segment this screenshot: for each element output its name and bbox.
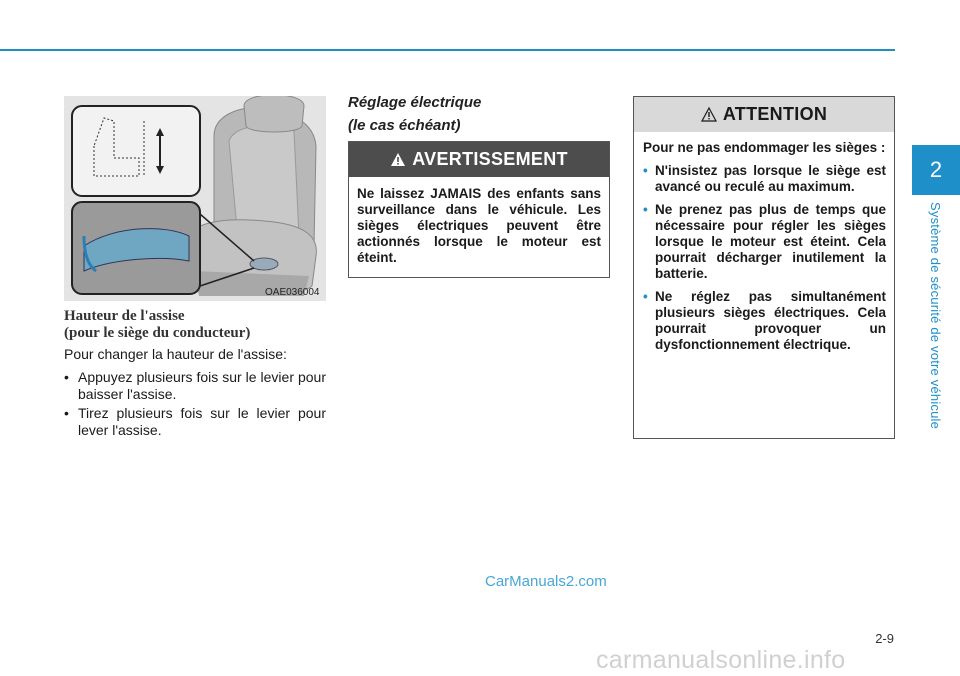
attention-title: ATTENTION (722, 104, 828, 124)
attention-intro: Pour ne pas endommager les sièges : (643, 140, 886, 155)
section-heading-seat-height (64, 308, 326, 342)
list-item-text: N'insistez pas lorsque le siège est avancé ou reculé au maximum. (655, 163, 886, 194)
heading-line-1: Hauteur de l'assise (64, 308, 185, 324)
figure-code: OAE036004 (265, 287, 320, 298)
list-item-text: Tirez plusieurs fois sur le levier pour lever l'assise. (78, 405, 326, 438)
bullet-dot: • (64, 405, 69, 421)
bullet-dot: • (643, 289, 648, 304)
section-heading-electric: Réglage électrique (348, 94, 482, 111)
attention-header (634, 97, 894, 132)
warning-title: AVERTISSEMENT (412, 149, 568, 169)
list-item (64, 405, 326, 438)
attention-content (634, 132, 894, 353)
section-subheading-electric: (le cas échéant) (348, 117, 461, 134)
warning-box (348, 141, 610, 278)
list-item (64, 369, 326, 402)
attention-box (633, 96, 895, 439)
intro-text: Pour changer la hauteur de l'assise: (64, 346, 287, 362)
warning-text: Ne laissez JAMAIS des enfants sans surveillance dans le véhicule. Les sièges électriques peuvent être actionnés lorsque le moteur est éteint. (357, 186, 601, 265)
chapter-number: 2 (929, 157, 943, 182)
list-item-text: Ne prenez pas plus de temps que nécessaire pour régler les sièges lorsque le moteur est éteint. Cela pourrait décharger inutilement la batterie. (655, 202, 886, 281)
bullet-dot: • (64, 369, 69, 385)
list-item (643, 289, 886, 353)
list-item-text: Appuyez plusieurs fois sur le levier pour baisser l'assise. (78, 369, 326, 402)
chapter-title: Système de sécurité de votre véhicule (928, 202, 943, 430)
chapter-tab (912, 145, 960, 195)
warning-triangle-icon (390, 152, 406, 167)
header-rule (0, 49, 895, 51)
page-number: 2-9 (875, 631, 894, 646)
list-item (643, 163, 886, 195)
heading-line-2: (pour le siège du conducteur) (64, 325, 251, 341)
footer-watermark: carmanualsonline.info (596, 646, 846, 674)
bullet-dot: • (643, 202, 648, 217)
list-item (643, 202, 886, 282)
car-seat-height-lever-illustration (64, 96, 326, 301)
watermark-link[interactable]: CarManuals2.com (485, 573, 607, 590)
bullet-dot: • (643, 163, 648, 178)
warning-header (349, 142, 609, 177)
list-item-text: Ne réglez pas simultanément plusieurs sièges électriques. Cela pourrait provoquer un dysfonctionnement électrique. (655, 289, 886, 352)
seat-illustration (64, 96, 326, 301)
warning-triangle-icon (701, 107, 717, 122)
